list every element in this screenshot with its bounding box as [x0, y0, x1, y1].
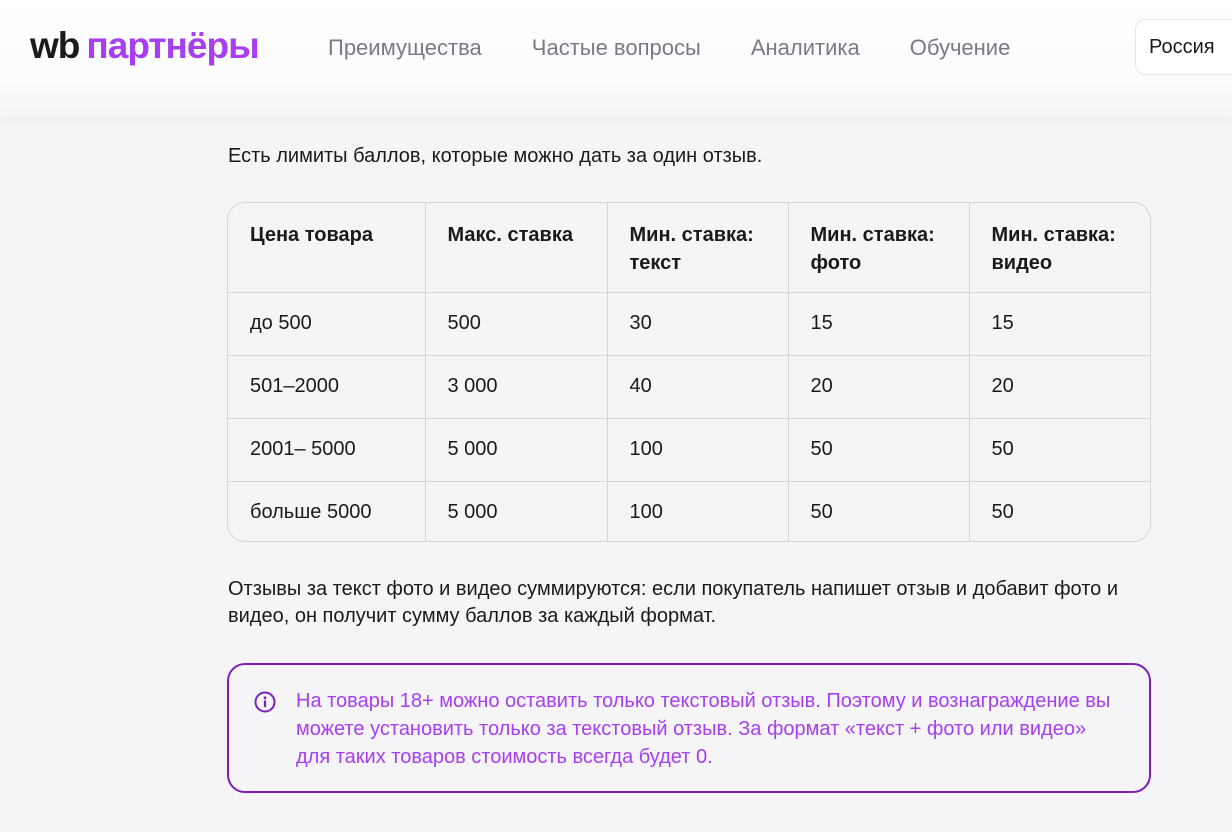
table-cell: 3 000	[425, 355, 607, 418]
info-icon	[254, 691, 276, 713]
table-cell: 50	[991, 501, 1014, 523]
table-cell: больше 5000	[228, 481, 425, 542]
table-row	[228, 481, 1150, 542]
table-cell: 501–2000	[228, 355, 425, 418]
table-cell: 500	[425, 292, 607, 355]
nav-link-advantages[interactable]: Преимущества	[328, 35, 482, 60]
table-row	[228, 355, 1150, 418]
notice-text: На товары 18+ можно оставить только текстовый отзыв. Поэтому и вознаграждение вы можете установить только за текстовый отзыв. За формат «текст + фото или видео» для таких товаров стоимость всегда будет 0.	[296, 690, 1111, 768]
table-header-cell: Макс. ставка	[425, 203, 607, 292]
table-cell: до 500	[228, 292, 425, 355]
table-cell: 50	[788, 418, 969, 481]
table-header-cell: Мин. ставка: видео	[969, 203, 1150, 292]
table-row	[228, 418, 1150, 481]
summary-text: Отзывы за текст фото и видео суммируются: если покупатель напишет отзыв и добавит фото и видео, он получит сумму баллов за каждый формат.	[228, 578, 1118, 627]
table-header-row	[228, 203, 1150, 292]
table-cell: 15	[969, 292, 1150, 355]
country-selector-button[interactable]: Россия	[1135, 19, 1232, 75]
adult-goods-notice	[227, 663, 1151, 793]
table-cell: 5 000	[425, 418, 607, 481]
table-cell: 50	[969, 418, 1150, 481]
logo-wb: wb	[30, 25, 80, 66]
nav-link-analytics[interactable]: Аналитика	[750, 35, 860, 60]
table-cell: 50	[788, 481, 969, 542]
table-header-cell: Мин. ставка: текст	[607, 203, 788, 292]
table-cell: 40	[607, 355, 788, 418]
table-header-cell: Мин. ставка: фото	[788, 203, 969, 292]
table-cell: 30	[607, 292, 788, 355]
nav-link-education[interactable]: Обучение	[909, 35, 1011, 60]
table-cell: 20	[788, 355, 969, 418]
table-cell: 20	[969, 355, 1150, 418]
table-cell: 2001– 5000	[228, 418, 425, 481]
points-limits-table	[227, 202, 1151, 542]
table-cell: 15	[788, 292, 969, 355]
nav-link-faq[interactable]: Частые вопросы	[531, 35, 701, 60]
main-nav	[328, 34, 1060, 62]
table-header-cell: Цена товара	[228, 203, 425, 292]
logo-partners: партнёры	[86, 25, 259, 66]
table-cell: 100	[607, 418, 788, 481]
wb-partners-logo[interactable]	[30, 25, 259, 71]
table-cell: 5 000	[425, 481, 607, 542]
table-row	[228, 292, 1150, 355]
site-header	[0, 0, 1232, 117]
limits-intro-text: Есть лимиты баллов, которые можно дать за один отзыв.	[228, 145, 763, 167]
table-cell: 100	[607, 481, 788, 542]
